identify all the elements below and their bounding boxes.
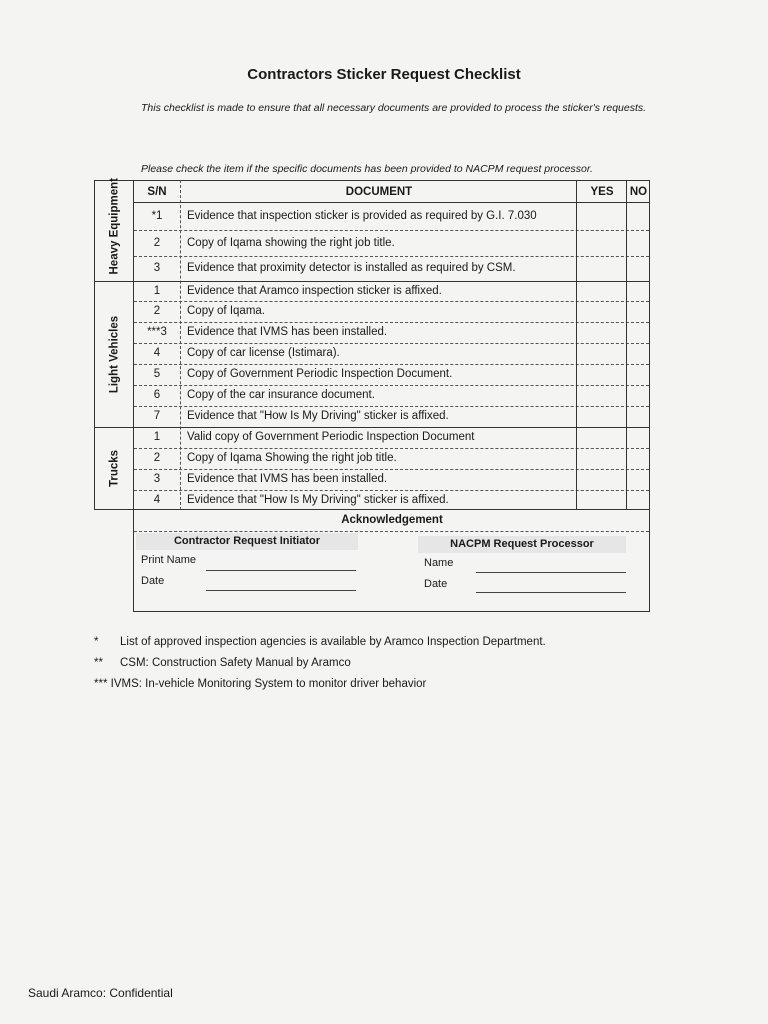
row-divider: [134, 448, 649, 449]
row-sn: 1: [153, 431, 161, 443]
intro-text: This checklist is made to ensure that all necessary documents are provided to process the sticker's requests.: [141, 102, 647, 114]
row-document: Copy of Iqama showing the right job title.: [187, 237, 395, 249]
row-sn: ***3: [147, 326, 167, 338]
initiator-heading: Contractor Request Initiator: [136, 533, 358, 550]
column-divider: [133, 180, 134, 612]
row-document: Evidence that "How Is My Driving" sticker is affixed.: [187, 494, 449, 506]
row-document: Copy of car license (Istimara).: [187, 347, 340, 359]
no-checkbox-cell[interactable]: [628, 322, 649, 343]
yes-checkbox-cell[interactable]: [578, 281, 626, 301]
footnote-mark: ***: [94, 678, 108, 690]
footnote-3: [94, 678, 426, 690]
footnote-mark: *: [94, 636, 99, 648]
row-document: Evidence that Aramco inspection sticker is affixed.: [187, 285, 442, 297]
ack-divider: [134, 531, 649, 532]
footnote-1: [94, 636, 546, 648]
row-sn: 4: [153, 494, 161, 506]
row-document: Evidence that proximity detector is installed as required by CSM.: [187, 262, 516, 274]
yes-checkbox-cell[interactable]: [578, 406, 626, 427]
no-checkbox-cell[interactable]: [628, 448, 649, 469]
group-divider: [94, 427, 649, 428]
header-sn: S/N: [147, 186, 167, 198]
yes-checkbox-cell[interactable]: [578, 343, 626, 364]
row-divider: [134, 364, 649, 365]
footnote-text: List of approved inspection agencies is available by Aramco Inspection Department.: [120, 636, 546, 648]
row-sn: 3: [153, 473, 161, 485]
row-document: Evidence that IVMS has been installed.: [187, 473, 388, 485]
row-sn: 2: [153, 452, 161, 464]
footnote-2: [94, 657, 351, 669]
instruction-text: Please check the item if the specific documents has been provided to NACPM request processor.: [141, 163, 593, 175]
row-sn: 6: [153, 389, 161, 401]
processor-date-label: Date: [424, 578, 448, 590]
footnote-mark: **: [94, 657, 103, 669]
column-divider: [576, 180, 577, 510]
row-divider: [134, 490, 649, 491]
no-checkbox-cell[interactable]: [628, 469, 649, 490]
no-checkbox-cell[interactable]: [628, 385, 649, 406]
header-divider: [133, 202, 649, 203]
row-divider: [134, 230, 649, 231]
initiator-name-line[interactable]: [206, 570, 356, 571]
yes-checkbox-cell[interactable]: [578, 469, 626, 490]
no-checkbox-cell[interactable]: [628, 427, 649, 448]
footnote-text: IVMS: In-vehicle Monitoring System to monitor driver behavior: [110, 678, 427, 690]
header-no: NO: [629, 186, 648, 198]
initiator-date-line[interactable]: [206, 590, 356, 591]
group-label-heavy-equipment: [108, 178, 122, 275]
no-checkbox-cell[interactable]: [628, 281, 649, 301]
row-divider: [134, 322, 649, 323]
no-checkbox-cell[interactable]: [628, 256, 649, 281]
no-checkbox-cell[interactable]: [628, 230, 649, 256]
row-document: Copy of Iqama Showing the right job title.: [187, 452, 397, 464]
footnote-text: CSM: Construction Safety Manual by Aramco: [120, 657, 351, 669]
initiator-date-label: Date: [141, 575, 165, 587]
row-sn: 2: [153, 305, 161, 317]
row-sn: 2: [153, 237, 161, 249]
yes-checkbox-cell[interactable]: [578, 427, 626, 448]
row-divider: [134, 301, 649, 302]
initiator-name-label: Print Name: [141, 554, 197, 566]
no-checkbox-cell[interactable]: [628, 406, 649, 427]
row-divider: [134, 406, 649, 407]
row-sn: *1: [151, 210, 163, 222]
no-checkbox-cell[interactable]: [628, 343, 649, 364]
header-yes: YES: [590, 186, 614, 198]
header-document: DOCUMENT: [345, 186, 413, 198]
yes-checkbox-cell[interactable]: [578, 322, 626, 343]
yes-checkbox-cell[interactable]: [578, 301, 626, 322]
yes-checkbox-cell[interactable]: [578, 490, 626, 510]
column-divider: [626, 180, 627, 510]
row-document: Evidence that "How Is My Driving" sticker is affixed.: [187, 410, 449, 422]
row-sn: 1: [153, 285, 161, 297]
confidential-footer: Saudi Aramco: Confidential: [28, 986, 173, 1000]
row-document: Evidence that inspection sticker is provided as required by G.I. 7.030: [187, 210, 537, 222]
yes-checkbox-cell[interactable]: [578, 448, 626, 469]
row-divider: [134, 256, 649, 257]
row-document: Evidence that IVMS has been installed.: [187, 326, 388, 338]
row-document: Valid copy of Government Periodic Inspection Document: [187, 431, 475, 443]
no-checkbox-cell[interactable]: [628, 364, 649, 385]
row-divider: [134, 385, 649, 386]
row-document: Copy of Iqama.: [187, 305, 265, 317]
row-sn: 5: [153, 368, 161, 380]
row-sn: 7: [153, 410, 161, 422]
group-label-light-vehicles: Light Vehicles: [108, 315, 121, 394]
yes-checkbox-cell[interactable]: [578, 364, 626, 385]
row-document: Copy of Government Periodic Inspection Document.: [187, 368, 453, 380]
no-checkbox-cell[interactable]: [628, 203, 649, 230]
no-checkbox-cell[interactable]: [628, 490, 649, 510]
no-checkbox-cell[interactable]: [628, 301, 649, 322]
processor-heading: NACPM Request Processor: [418, 536, 626, 553]
row-divider: [134, 469, 649, 470]
ack-bottom: [133, 611, 650, 612]
page-title: Contractors Sticker Request Checklist: [247, 66, 521, 83]
sn-divider: [180, 180, 181, 510]
processor-date-line[interactable]: [476, 592, 626, 593]
row-document: Copy of the car insurance document.: [187, 389, 375, 401]
group-label-text: Heavy Equipment: [108, 178, 121, 275]
row-sn: 4: [153, 347, 161, 359]
processor-name-label: Name: [424, 557, 454, 569]
row-divider: [134, 343, 649, 344]
acknowledgement-title: Acknowledgement: [341, 514, 443, 526]
processor-name-line[interactable]: [476, 572, 626, 573]
group-divider: [94, 281, 649, 282]
yes-checkbox-cell[interactable]: [578, 203, 626, 230]
group-label-trucks: Trucks: [108, 449, 121, 488]
yes-checkbox-cell[interactable]: [578, 385, 626, 406]
yes-checkbox-cell[interactable]: [578, 256, 626, 281]
row-sn: 3: [153, 262, 161, 274]
yes-checkbox-cell[interactable]: [578, 230, 626, 256]
